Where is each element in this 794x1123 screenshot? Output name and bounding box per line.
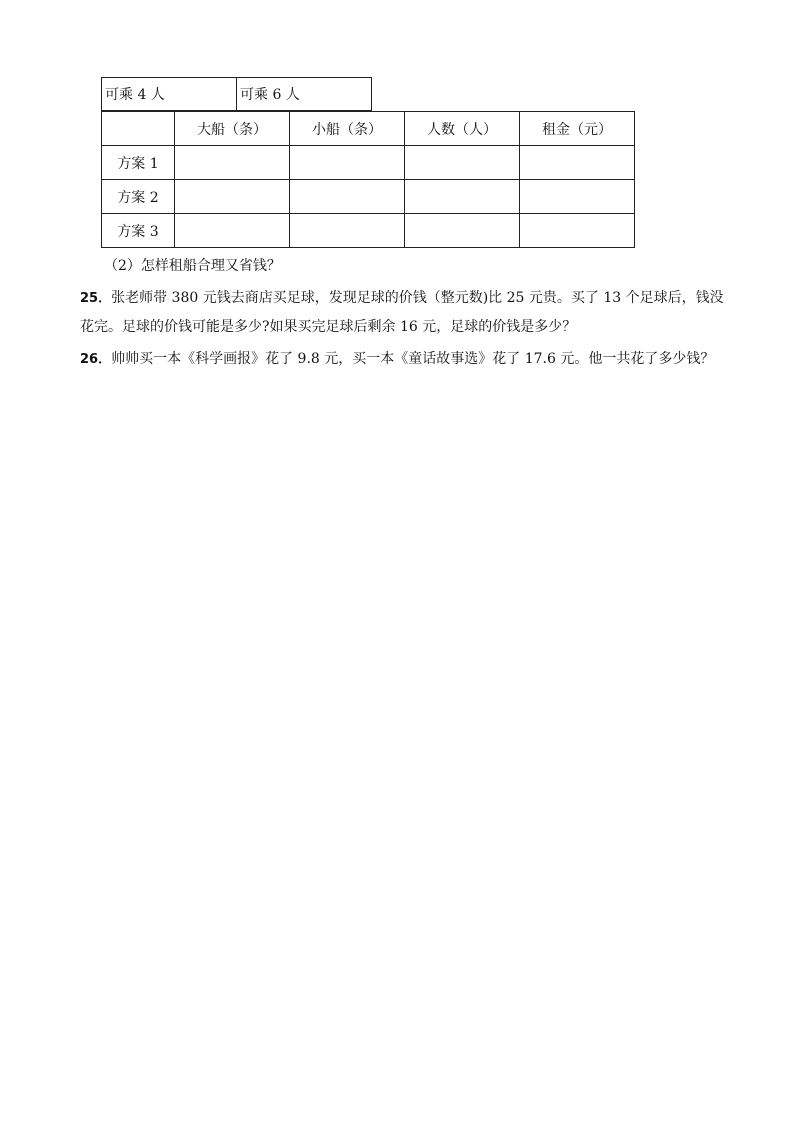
capacity-cell-2: 可乘 6 人 [237,78,372,111]
question-25-number: 25． [80,291,112,306]
question-26-text: 帅帅买一本《科学画报》花了 9.8 元，买一本《童话故事选》花了 17.6 元。他一共花了多少钱？ [111,351,715,367]
capacity-row [102,78,372,111]
plan-table [101,111,635,248]
question-24-part-2: （2）怎样租船合理又省钱？ [104,258,281,274]
question-25-text-1: 张老师带 380 元钱去商店买足球，发现足球的价钱（整元数)比 25 元贵。买了 13 个足球后，钱没 [111,290,724,306]
capacity-table [101,77,372,111]
question-25-text-2: 花完。足球的价钱可能是多少?如果买完足球后剩余 16 元，足球的价钱是多少？ [80,319,577,335]
header-cell-big-boat: 大船（条） [175,112,290,146]
blank-cell[interactable] [175,180,290,214]
header-cell-rent: 租金（元） [520,112,635,146]
blank-cell[interactable] [405,146,520,180]
row-label: 方案 3 [102,214,175,248]
blank-cell[interactable] [290,180,405,214]
blank-cell[interactable] [405,180,520,214]
header-cell-empty [102,112,175,146]
header-cell-people: 人数（人） [405,112,520,146]
row-label: 方案 1 [102,146,175,180]
table-row [102,180,635,214]
table-row [102,214,635,248]
blank-cell[interactable] [520,180,635,214]
blank-cell[interactable] [520,214,635,248]
header-cell-small-boat: 小船（条） [290,112,405,146]
blank-cell[interactable] [405,214,520,248]
blank-cell[interactable] [175,146,290,180]
blank-cell[interactable] [520,146,635,180]
plan-table-header-row [102,112,635,146]
capacity-cell-1: 可乘 4 人 [102,78,237,111]
table-row [102,146,635,180]
question-26-number: 26． [80,352,112,367]
question-25-line-1 [80,288,724,309]
blank-cell[interactable] [175,214,290,248]
row-label: 方案 2 [102,180,175,214]
blank-cell[interactable] [290,146,405,180]
blank-cell[interactable] [290,214,405,248]
question-26-line-1 [80,349,714,370]
